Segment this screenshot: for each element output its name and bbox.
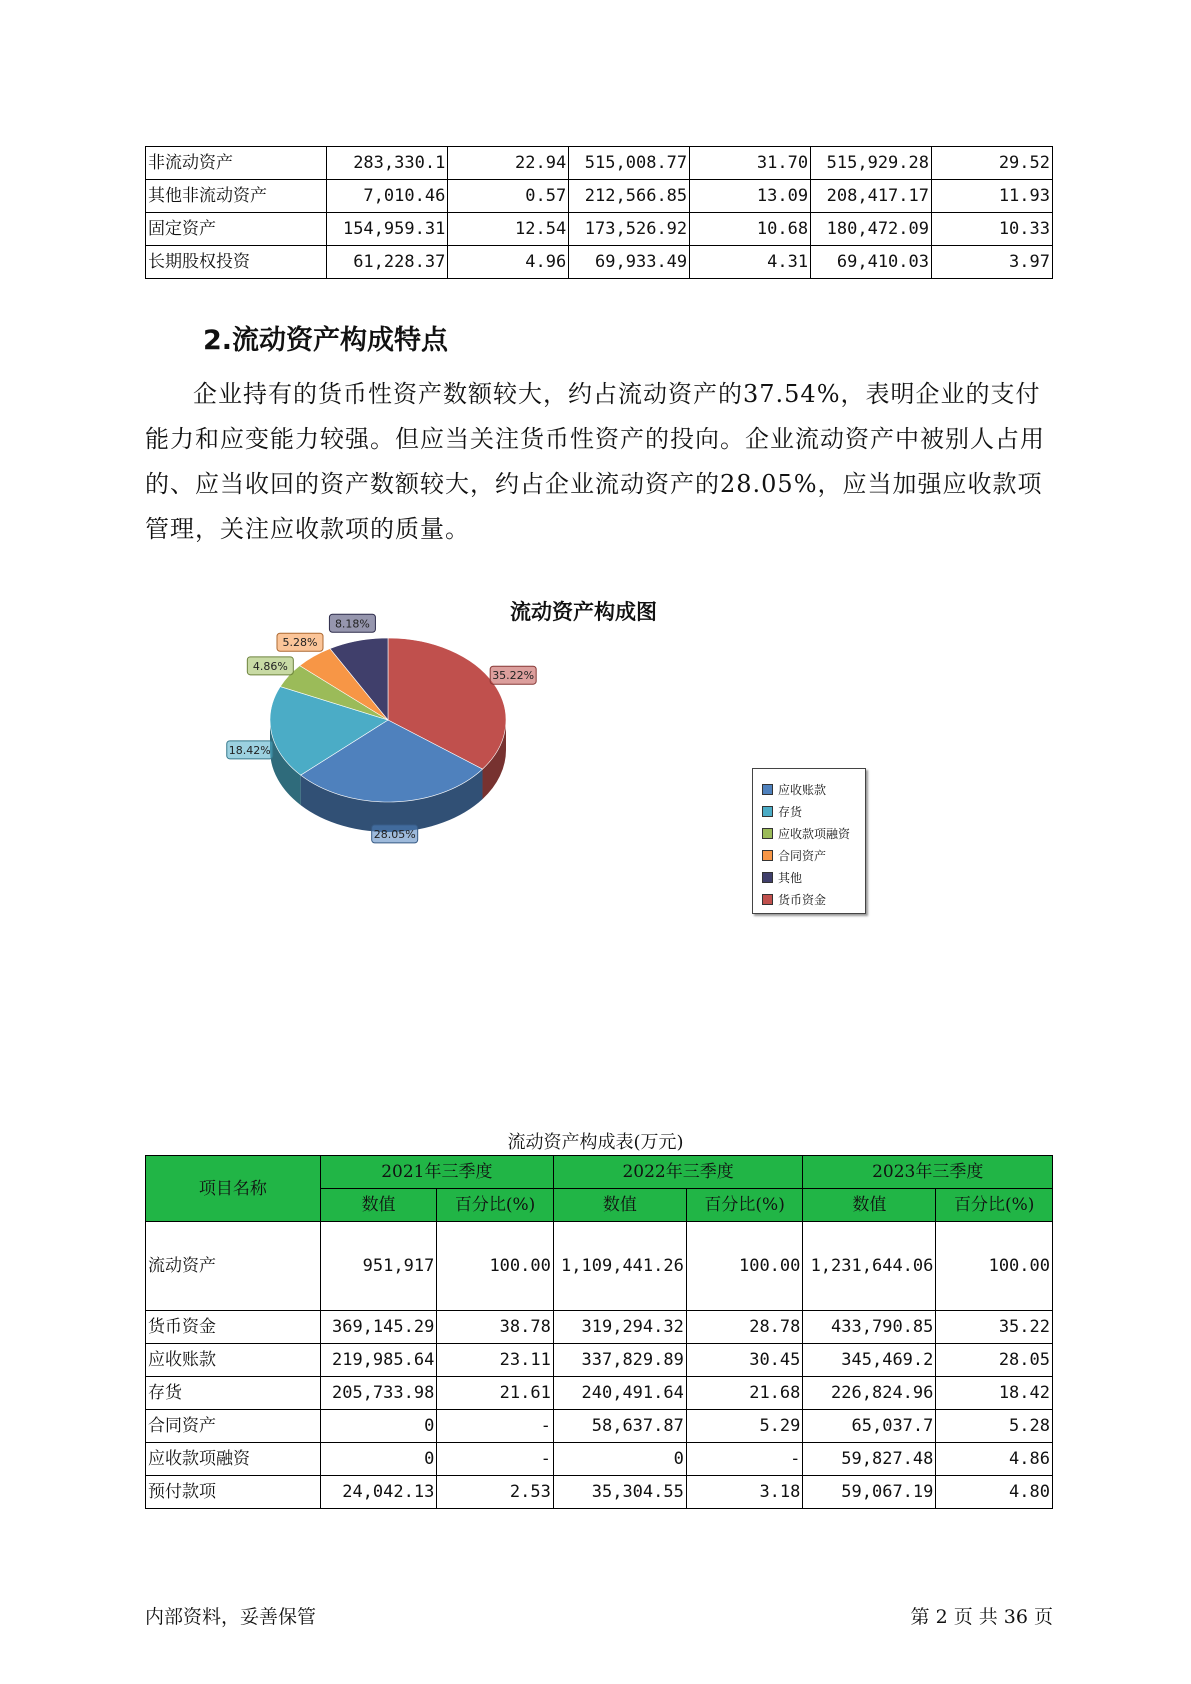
current-assets-pie-chart [228,617,575,841]
legend-label: 应收款项融资 [778,827,851,841]
row-label: 固定资产 [146,213,327,246]
cell-value: 38.78 [437,1311,554,1344]
legend-swatch [762,850,773,861]
cell-value: 212,566.85 [569,180,690,213]
cell-value: 24,042.13 [320,1476,437,1509]
row-label: 长期股权投资 [146,246,327,279]
row-label: 预付款项 [146,1476,321,1509]
cell-value: 951,917 [320,1222,437,1311]
col-header-value: 数值 [803,1189,936,1222]
row-label: 非流动资产 [146,147,327,180]
legend-label: 应收账款 [778,783,827,797]
row-label: 应收账款 [146,1344,321,1377]
table-row [146,180,1053,213]
pie-data-label [372,825,418,843]
legend-item [762,801,865,822]
pie-data-label-text: 35.22% [492,669,535,683]
cell-value: 69,933.49 [569,246,690,279]
cell-value: 10.33 [932,213,1053,246]
table-row [146,1476,1053,1509]
cell-value: 2.53 [437,1476,554,1509]
col-header-pct: 百分比(%) [936,1189,1053,1222]
pie-data-label-text: 8.18% [334,617,370,631]
cell-value: 69,410.03 [811,246,932,279]
cell-value: 65,037.7 [803,1410,936,1443]
cell-value: 5.28 [936,1410,1053,1443]
legend-item [762,823,865,844]
chart-legend [752,768,866,914]
pie-data-label-text: 28.05% [373,827,416,841]
cell-value: 0.57 [448,180,569,213]
cell-value: 515,929.28 [811,147,932,180]
current-assets-table [145,1155,1053,1509]
cell-value: 13.09 [690,180,811,213]
cell-value: 22.94 [448,147,569,180]
cell-value: 7,010.46 [327,180,448,213]
col-header-year-3: 2023年三季度 [803,1156,1053,1189]
pie-data-label [329,614,375,632]
row-label: 存货 [146,1377,321,1410]
cell-value: 35,304.55 [553,1476,686,1509]
legend-swatch [762,894,773,905]
cell-value: 10.68 [690,213,811,246]
legend-label: 存货 [778,805,803,819]
cell-value: 28.05 [936,1344,1053,1377]
cell-value: 433,790.85 [803,1311,936,1344]
pie-data-label [247,657,293,675]
pie-data-label [227,741,273,759]
cell-value: 219,985.64 [320,1344,437,1377]
table-row [146,1344,1053,1377]
pie-data-label-text: 5.28% [282,636,318,650]
cell-value: 173,526.92 [569,213,690,246]
section-heading: 2.流动资产构成特点 [203,325,449,356]
cell-value: 337,829.89 [553,1344,686,1377]
cell-value: 58,637.87 [553,1410,686,1443]
cell-value: 0 [553,1443,686,1476]
cell-value: 283,330.1 [327,147,448,180]
table-row [146,1443,1053,1476]
cell-value: 5.29 [686,1410,803,1443]
legend-swatch [762,828,773,839]
cell-value: 319,294.32 [553,1311,686,1344]
cell-value: 61,228.37 [327,246,448,279]
cell-value: - [437,1443,554,1476]
cell-value: 4.31 [690,246,811,279]
footer-page-number: 第 2 页 共 36 页 [910,1606,1053,1628]
cell-value: 205,733.98 [320,1377,437,1410]
pie-data-label-text: 18.42% [228,743,271,757]
row-label: 货币资金 [146,1311,321,1344]
cell-value: 240,491.64 [553,1377,686,1410]
table-row [146,1410,1053,1443]
cell-value: 100.00 [437,1222,554,1311]
cell-value: 0 [320,1443,437,1476]
table-row [146,1222,1053,1311]
cell-value: 59,067.19 [803,1476,936,1509]
legend-label: 其他 [778,871,803,885]
cell-value: - [437,1410,554,1443]
cell-value: 59,827.48 [803,1443,936,1476]
cell-value: 21.68 [686,1377,803,1410]
cell-value: 345,469.2 [803,1344,936,1377]
legend-label: 合同资产 [778,849,827,863]
cell-value: 0 [320,1410,437,1443]
legend-item [762,867,865,888]
col-header-pct: 百分比(%) [437,1189,554,1222]
cell-value: 11.93 [932,180,1053,213]
cell-value: 1,231,644.06 [803,1222,936,1311]
chart-title: 流动资产构成图 [510,599,657,624]
cell-value: 100.00 [936,1222,1053,1311]
cell-value: 515,008.77 [569,147,690,180]
row-label: 合同资产 [146,1410,321,1443]
legend-item [762,889,865,910]
cell-value: 4.86 [936,1443,1053,1476]
cell-value: 3.18 [686,1476,803,1509]
cell-value: 31.70 [690,147,811,180]
table-row [146,213,1053,246]
cell-value: 30.45 [686,1344,803,1377]
cell-value: 35.22 [936,1311,1053,1344]
cell-value: - [686,1443,803,1476]
footer-confidential: 内部资料，妥善保管 [145,1606,317,1628]
row-label: 应收款项融资 [146,1443,321,1476]
table-row [146,1311,1053,1344]
pie-data-label [277,633,323,651]
row-label: 其他非流动资产 [146,180,327,213]
cell-value: 4.80 [936,1476,1053,1509]
legend-item [762,845,865,866]
cell-value: 4.96 [448,246,569,279]
table-row [146,147,1053,180]
table-row [146,246,1053,279]
pie-data-label-text: 4.86% [252,659,288,673]
pie-data-label [490,666,536,684]
legend-label: 货币资金 [778,893,827,907]
legend-swatch [762,806,773,817]
legend-swatch [762,784,773,795]
col-header-value: 数值 [320,1189,437,1222]
cell-value: 208,417.17 [811,180,932,213]
cell-value: 12.54 [448,213,569,246]
cell-value: 180,472.09 [811,213,932,246]
col-header-value: 数值 [553,1189,686,1222]
col-header-name: 项目名称 [146,1156,321,1222]
cell-value: 23.11 [437,1344,554,1377]
noncurrent-assets-table [145,146,1053,279]
cell-value: 28.78 [686,1311,803,1344]
cell-value: 21.61 [437,1377,554,1410]
col-header-year-1: 2021年三季度 [320,1156,553,1189]
legend-item [762,779,865,800]
col-header-year-2: 2022年三季度 [553,1156,803,1189]
legend-swatch [762,872,773,883]
cell-value: 1,109,441.26 [553,1222,686,1311]
cell-value: 154,959.31 [327,213,448,246]
cell-value: 100.00 [686,1222,803,1311]
analysis-paragraph: 企业持有的货币性资产数额较大，约占流动资产的37.54%，表明企业的支付能力和应变能力较强。但应当关注货币性资产的投向。企业流动资产中被别人占用的、应当收回的资产数额较大，约占企业流动资产的28.05%，应当加强应收款项管理，关注应收款项的质量。 [145,380,1045,543]
cell-value: 369,145.29 [320,1311,437,1344]
cell-value: 18.42 [936,1377,1053,1410]
cell-value: 3.97 [932,246,1053,279]
table-caption: 流动资产构成表(万元) [507,1132,684,1153]
cell-value: 226,824.96 [803,1377,936,1410]
table-row [146,1377,1053,1410]
row-label: 流动资产 [146,1222,321,1311]
cell-value: 29.52 [932,147,1053,180]
col-header-pct: 百分比(%) [686,1189,803,1222]
